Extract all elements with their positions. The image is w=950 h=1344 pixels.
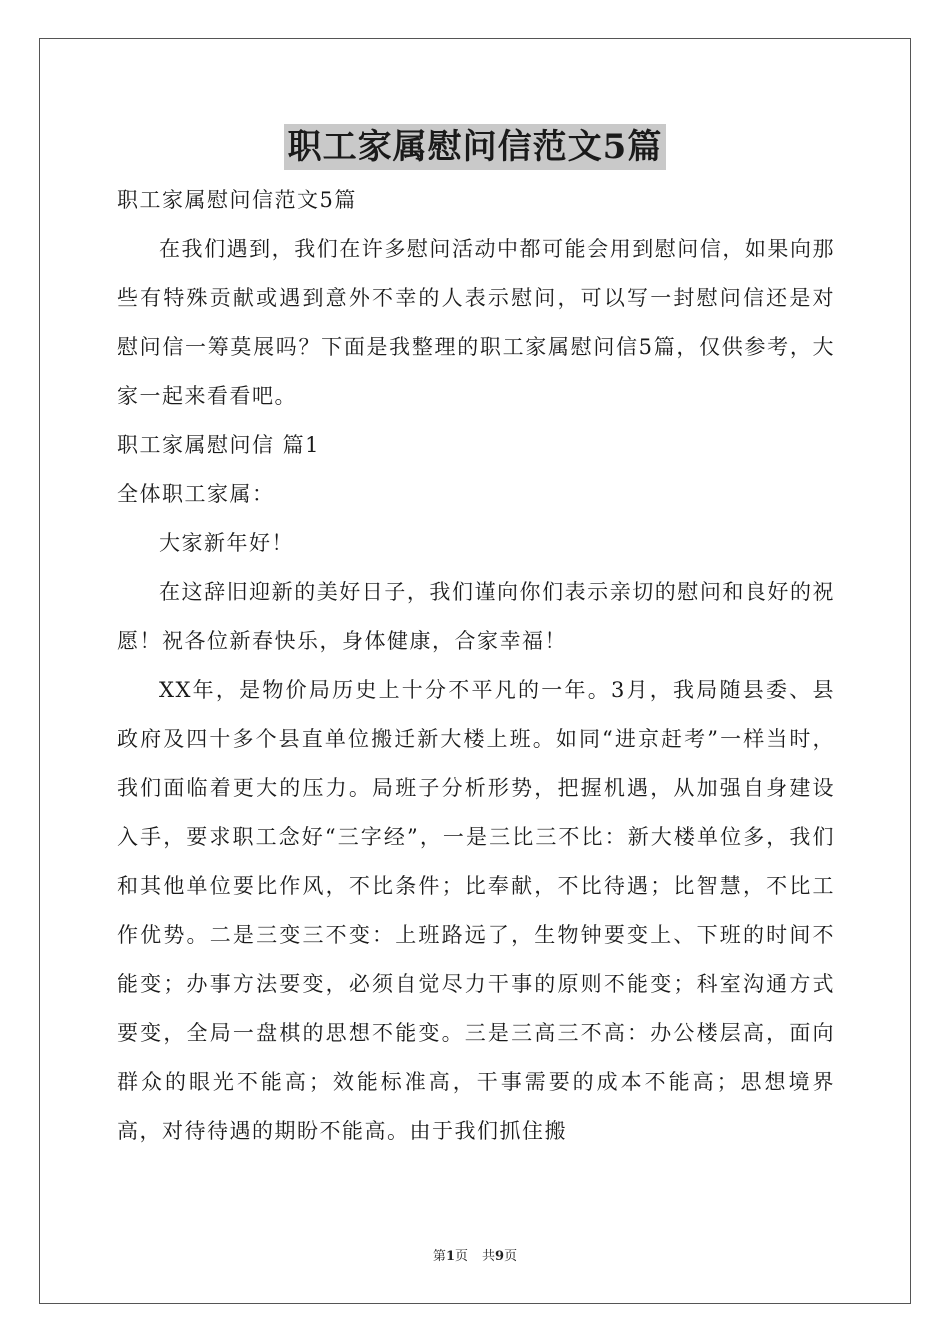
paragraph-subtitle: 职工家属慰问信范文5篇	[117, 188, 357, 212]
paragraph-salutation: 全体职工家属：	[117, 482, 275, 506]
total-unit: 页	[504, 1249, 518, 1264]
page-footer	[0, 1245, 950, 1264]
page-prefix: 第	[432, 1249, 446, 1264]
paragraph-wishes: 在这辞旧迎新的美好日子，我们谨向你们表示亲切的慰问和良好的祝愿！祝各位新春快乐，身体健康，合家幸福！	[117, 580, 835, 653]
page-current: 1	[445, 1249, 455, 1264]
paragraph-greeting: 大家新年好！	[159, 531, 294, 555]
paragraph-main: XX年，是物价局历史上十分不平凡的一年。3月，我局随县委、县政府及四十多个县直单位搬迁新大楼上班。如同“进京赶考”一样当时，我们面临着更大的压力。局班子分析形势，把握机遇，从加强自身建设入手，要求职工念好“三字经”，一是三比三不比：新大楼单位多，我们和其他单位要比作风，不比条件；比奉献，不比待遇；比智慧，不比工作优势。二是三变三不变：上班路远了，生物钟要变上、下班的时间不能变；办事方法要变，必须自觉尽力干事的原则不能变；科室沟通方式要变，全局一盘棋的思想不能变。三是三高三不高：办公楼层高，面向群众的眼光不能高；效能标准高，干事需要的成本不能高；思想境界高，对待待遇的期盼不能高。由于我们抓住搬	[117, 678, 835, 1143]
section-heading: 职工家属慰问信 篇1	[117, 433, 321, 457]
total-prefix: 共	[482, 1249, 496, 1264]
document-title: 职工家属慰问信范文5篇	[284, 124, 667, 170]
page-total: 9	[495, 1249, 505, 1264]
document-body	[117, 176, 835, 1156]
title-wrap	[0, 124, 950, 170]
paragraph-intro: 在我们遇到，我们在许多慰问活动中都可能会用到慰问信，如果向那些有特殊贡献或遇到意外不幸的人表示慰问，可以写一封慰问信还是对慰问信一筹莫展吗？下面是我整理的职工家属慰问信5篇，仅供参考，大家一起来看看吧。	[117, 237, 835, 408]
page-unit: 页	[454, 1249, 468, 1264]
